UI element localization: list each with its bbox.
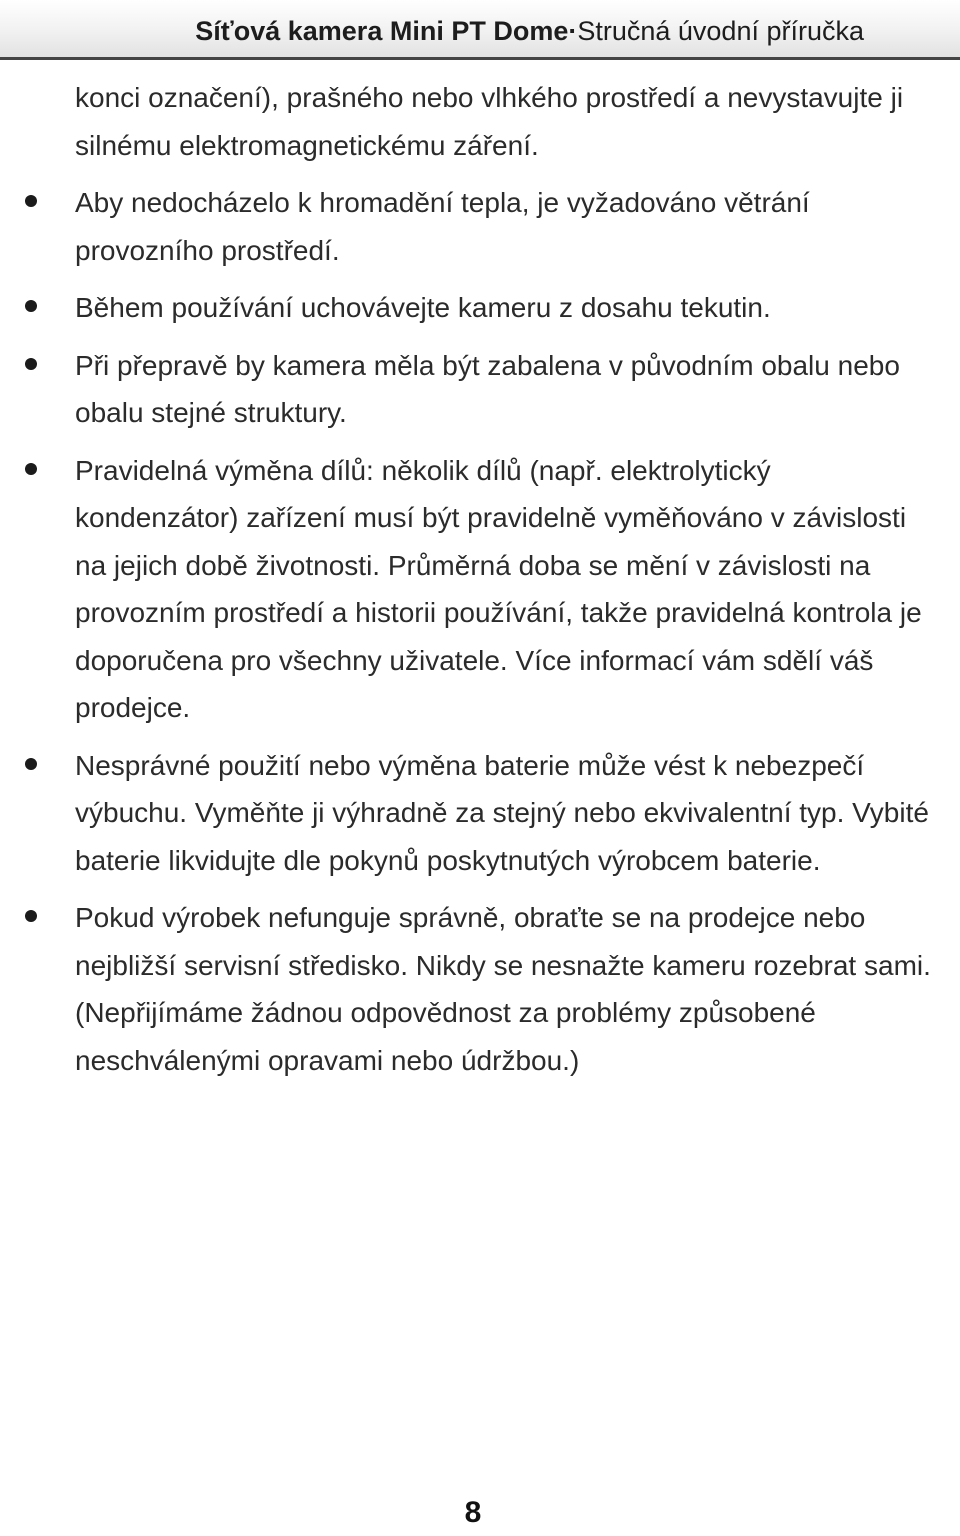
header-title: Síťová kamera Mini PT Dome (195, 16, 569, 46)
page-number: 8 (464, 1496, 482, 1529)
bullet-item (75, 284, 935, 332)
bullet-text: Pravidelná výměna dílů: několik dílů (např. elektrolytický kondenzátor) zařízení musí být pravidelně vyměňováno v závislosti na jejich době životnosti. Průměrná doba se mění v závislosti na provozním prostředí a historii používání, takže pravidelná kontrola je doporučena pro všechny uživatele. Více informací vám sdělí váš prodejce. (75, 454, 922, 723)
bullet-item (75, 342, 935, 437)
bullet-item (75, 742, 935, 885)
header-separator: · (568, 16, 578, 46)
bullet-icon (25, 195, 37, 207)
header-subtitle: Stručná úvodní příručka (577, 16, 864, 46)
bullet-text: Nesprávné použití nebo výměna baterie může vést k nebezpečí výbuchu. Vyměňte ji výhradně za stejný nebo ekvivalentní typ. Vybité baterie likvidujte dle pokynů poskytnutých výrobcem baterie. (75, 749, 929, 876)
continuation-paragraph: konci označení), prašného nebo vlhkého prostředí a nevystavujte ji silnému elektromagnetickému záření. (75, 82, 904, 161)
bullet-item (75, 179, 935, 274)
bullet-text: Během používání uchovávejte kameru z dosahu tekutin. (75, 292, 771, 323)
bullet-icon (25, 358, 37, 370)
bullet-text: Aby nedocházelo k hromadění tepla, je vyžadováno větrání provozního prostředí. (75, 187, 810, 266)
bullet-icon (25, 910, 37, 922)
page-content (75, 74, 935, 1094)
bullet-item (75, 447, 935, 732)
bullet-text: Pokud výrobek nefunguje správně, obraťte se na prodejce nebo nejbližší servisní středisko. Nikdy se nesnažte kameru rozebrat sami. (Nepřijímáme žádnou odpovědnost za problémy způsobené neschválenými opravami nebo údržbou.) (75, 902, 931, 1076)
bullet-icon (25, 463, 37, 475)
page-header (0, 0, 960, 60)
bullet-icon (25, 758, 37, 770)
bullet-text: Při přepravě by kamera měla být zabalena v původním obalu nebo obalu stejné struktury. (75, 349, 900, 428)
bullet-icon (25, 300, 37, 312)
header-text (195, 14, 864, 48)
bullet-item (75, 894, 935, 1084)
